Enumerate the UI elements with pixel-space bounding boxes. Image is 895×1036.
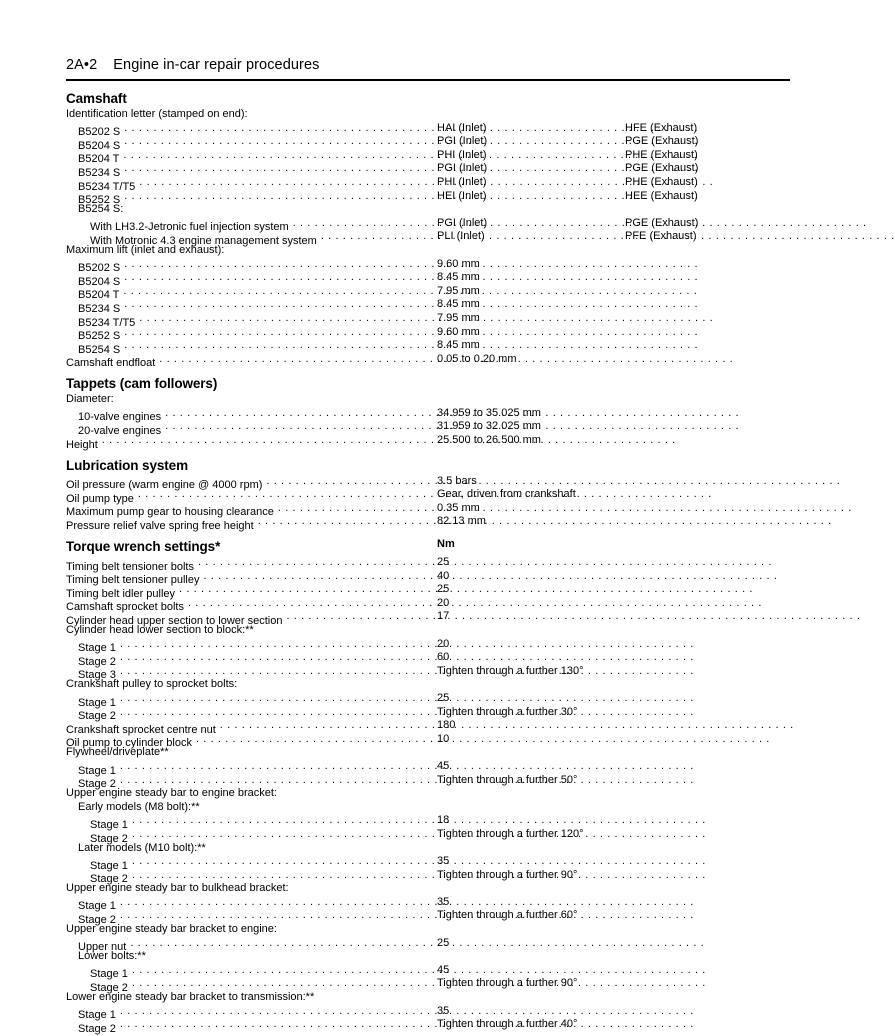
spec-value: Tighten through a further 50° (437, 773, 578, 786)
spec-group-row (66, 801, 790, 815)
spec-row (66, 515, 790, 533)
dot-leader (124, 339, 432, 353)
spec-value-secondary: PFE (Exhaust) (625, 230, 697, 243)
spec-label: B5204 S (78, 139, 121, 152)
spec-row (66, 1004, 790, 1022)
spec-row (66, 868, 790, 886)
spec-label: Identification letter (stamped on end): (66, 108, 248, 120)
spec-row (66, 719, 790, 736)
spec-label-cell (66, 787, 281, 801)
spec-group-row (66, 108, 790, 122)
spec-label: With Motronic 4.3 engine management system (90, 234, 317, 247)
spec-label-cell (66, 678, 241, 692)
dot-leader (198, 556, 432, 570)
dot-leader (120, 774, 432, 788)
dot-leader (120, 760, 432, 774)
dot-leader (266, 475, 432, 489)
spec-label: Cylinder head lower section to block:** (66, 624, 254, 636)
spec-value: PLI (Inlet) (437, 230, 485, 243)
spec-row (66, 298, 790, 315)
spec-row-group (66, 556, 790, 1035)
spec-value: 25 (437, 583, 450, 596)
spec-value-secondary: PHE (Exhaust) (625, 175, 698, 188)
spec-label: B5204 T (78, 153, 120, 166)
spec-label: B5252 S (78, 330, 121, 343)
spec-row (66, 664, 790, 682)
spec-label: Stage 1 (78, 642, 116, 655)
spec-group-row (66, 244, 790, 258)
spec-label: B5254 S (78, 343, 121, 356)
spec-label: Stage 2 (90, 832, 128, 845)
spec-row (66, 121, 790, 139)
spec-value: Tighten through a further 30° (437, 705, 578, 718)
spec-label: 20-valve engines (78, 425, 162, 438)
spec-label: B5234 S (78, 166, 121, 179)
spec-value: Tighten through a further 90° (437, 868, 578, 881)
spec-label: Cylinder head upper section to lower section (66, 615, 283, 627)
dot-leader (293, 217, 432, 231)
dot-leader (124, 162, 432, 176)
spec-group-row (66, 203, 790, 217)
spec-label: B5254 S: (78, 203, 124, 216)
dot-leader (124, 298, 432, 312)
spec-row (66, 325, 790, 343)
spec-label: Lower engine steady bar bracket to transmission:** (66, 991, 315, 1004)
spec-group-row (66, 991, 790, 1005)
spec-value: 0.05 to 0.20 mm (437, 352, 517, 365)
section-tappets (66, 375, 790, 451)
spec-value-secondary: PGE (Exhaust) (625, 135, 699, 148)
dot-leader (120, 638, 432, 652)
spec-row (66, 773, 790, 791)
spec-value: 0.35 mm (437, 501, 480, 514)
spec-value: HAI (Inlet) (437, 121, 487, 134)
spec-label: Lower bolts:** (78, 950, 146, 963)
dot-leader (278, 502, 432, 516)
dot-leader (124, 271, 432, 285)
dot-leader (120, 1005, 432, 1019)
spec-row (66, 610, 790, 627)
section-camshaft (66, 90, 790, 370)
spec-value: PGI (Inlet) (437, 135, 488, 148)
spec-row (66, 352, 790, 370)
spec-value: 25 (437, 556, 450, 569)
section-heading: Torque wrench settings* (66, 539, 221, 555)
spec-row (66, 556, 790, 573)
dot-leader (188, 597, 432, 611)
section-heading: Lubrication system (66, 457, 188, 473)
spec-value: 25 (437, 936, 450, 949)
spec-value: 35 (437, 895, 450, 908)
spec-label-cell (66, 353, 432, 371)
spec-row (66, 583, 790, 600)
spec-row (66, 936, 790, 954)
spec-label-cell (78, 801, 204, 815)
spec-value: 31.959 to 32.025 mm (437, 420, 541, 433)
spec-label: B5204 S (78, 275, 121, 288)
spec-value: Tighten through a further 60° (437, 909, 578, 922)
spec-value: 34.959 to 35.025 mm (437, 406, 541, 419)
spec-value: 40 (437, 569, 450, 582)
dot-leader (132, 977, 432, 991)
spec-row (66, 230, 790, 247)
dot-leader (120, 665, 432, 679)
spec-label: Crankshaft sprocket centre nut (66, 723, 216, 736)
dot-leader (132, 869, 432, 883)
spec-row (66, 814, 790, 831)
spec-label: Upper nut (78, 941, 127, 954)
spec-value: 9.60 mm (437, 257, 480, 270)
spec-row (66, 909, 790, 927)
spec-label-cell (78, 203, 127, 217)
spec-value: 60 (437, 651, 450, 664)
spec-label: Oil pump to cylinder block (66, 737, 192, 750)
dot-leader (258, 515, 432, 529)
spec-row (66, 420, 790, 438)
spec-label: B5234 T/T5 (78, 180, 136, 193)
spec-label-cell (66, 515, 432, 533)
dot-leader (139, 312, 432, 326)
spec-row-group (66, 108, 790, 370)
dot-leader (132, 855, 432, 869)
spec-label: Maximum pump gear to housing clearance (66, 506, 274, 519)
spec-group-row (66, 393, 790, 407)
dot-leader (124, 122, 432, 136)
spec-label: B5252 S (78, 194, 121, 207)
spec-label: Camshaft sprocket bolts (66, 601, 184, 614)
spec-row (66, 311, 790, 329)
spec-value-secondary: HFE (Exhaust) (625, 121, 698, 134)
spec-row (66, 855, 790, 872)
spec-row (66, 637, 790, 655)
spec-value: PGI (Inlet) (437, 162, 488, 175)
spec-label: Diameter: (66, 393, 114, 406)
dot-leader (132, 964, 432, 978)
spec-label: Later models (M10 bolt):** (78, 841, 206, 854)
spec-label: Timing belt tensioner bolts (66, 560, 194, 573)
spec-label-cell (66, 244, 228, 258)
spec-row (66, 406, 790, 424)
spec-row (66, 434, 790, 451)
dot-leader (102, 434, 432, 448)
spec-label: B5202 S (78, 126, 121, 139)
spec-group-row (66, 842, 790, 856)
spec-label: Stage 2 (78, 914, 116, 927)
spec-row-group (66, 474, 790, 533)
spec-label: Stage 2 (78, 1022, 116, 1035)
running-head (66, 57, 320, 73)
spec-value: 7.95 mm (437, 284, 480, 297)
spec-value: 8.45 mm (437, 339, 480, 352)
dot-leader (120, 706, 432, 720)
spec-label: Oil pressure (warm engine @ 4000 rpm) (66, 479, 263, 492)
spec-label: Stage 1 (90, 859, 128, 872)
spec-row (66, 162, 790, 179)
spec-row (66, 691, 790, 709)
spec-row (66, 216, 790, 234)
spec-label: 10-valve engines (78, 411, 162, 424)
dot-leader (286, 610, 432, 624)
spec-label: Crankshaft pulley to sprocket bolts: (66, 678, 238, 691)
spec-row (66, 569, 790, 587)
spec-value: 180 (437, 719, 456, 732)
spec-label-cell (66, 882, 293, 896)
spec-row (66, 1018, 790, 1035)
spec-label: Oil pump type (66, 492, 134, 505)
spec-label-cell (78, 842, 210, 856)
spec-label-cell (66, 393, 118, 407)
spec-row (66, 895, 790, 913)
spec-value: PHI (Inlet) (437, 175, 487, 188)
dot-leader (132, 828, 432, 842)
spec-value: Tighten through a further 40° (437, 1018, 578, 1031)
spec-row (66, 705, 790, 723)
spec-label-cell (66, 746, 173, 760)
spec-row (66, 339, 790, 356)
spec-value: 8.45 mm (437, 271, 480, 284)
spec-label-cell (66, 923, 281, 937)
spec-value: 82.13 mm (437, 515, 486, 528)
spec-row (66, 135, 790, 152)
spec-value: 45 (437, 759, 450, 772)
spec-group-row (66, 787, 790, 801)
dot-leader (124, 135, 432, 149)
spec-label: Upper engine steady bar to bulkhead bracket: (66, 882, 289, 895)
spec-label: Stage 1 (90, 968, 128, 981)
spec-value: 25.500 to 26.500 mm (437, 434, 541, 447)
spec-value: Tighten through a further 130° (437, 664, 584, 677)
spec-label: Stage 2 (78, 710, 116, 723)
spec-label: B5204 T (78, 289, 120, 302)
dot-leader (123, 285, 432, 299)
dot-leader (159, 353, 432, 367)
spec-value: 8.45 mm (437, 298, 480, 311)
spec-label: B5202 S (78, 262, 121, 275)
dot-leader (124, 190, 432, 204)
spec-row (66, 271, 790, 288)
spec-row (66, 963, 790, 981)
dot-leader (120, 1018, 432, 1032)
spec-value: 18 (437, 814, 450, 827)
spec-row (66, 651, 790, 668)
spec-label: Timing belt idler pulley (66, 587, 176, 600)
spec-label-cell (78, 950, 150, 964)
dot-leader (220, 719, 432, 733)
spec-label: Pressure relief valve spring free height (66, 520, 254, 533)
spec-value: 20 (437, 596, 450, 609)
spec-label: Stage 2 (78, 778, 116, 791)
spec-label: Stage 2 (78, 655, 116, 668)
spec-value-secondary: PHE (Exhaust) (625, 148, 698, 161)
spec-value: 45 (437, 963, 450, 976)
page-folio: 2A•2 (66, 57, 98, 73)
dot-leader (179, 583, 432, 597)
spec-label: Stage 1 (78, 900, 116, 913)
spec-content (66, 90, 790, 1035)
spec-value-secondary: PGE (Exhaust) (625, 216, 699, 229)
spec-label-cell (66, 108, 252, 122)
spec-row (66, 175, 790, 193)
spec-row (66, 977, 790, 995)
section-lubrication (66, 457, 790, 533)
spec-label: Stage 1 (78, 1009, 116, 1022)
dot-leader (124, 326, 432, 340)
dot-leader (139, 176, 432, 190)
spec-label: Stage 2 (90, 982, 128, 995)
section-heading: Tappets (cam followers) (66, 376, 218, 392)
chapter-title: Engine in-car repair procedures (113, 57, 320, 73)
spec-row (66, 257, 790, 275)
section-heading: Camshaft (66, 91, 127, 106)
dot-leader (204, 570, 433, 584)
spec-row (66, 827, 790, 845)
spec-row (66, 284, 790, 302)
spec-label: Upper engine steady bar bracket to engine: (66, 923, 277, 936)
spec-value: 3.5 bars (437, 474, 477, 487)
spec-value: PHI (Inlet) (437, 148, 487, 161)
spec-value: HEI (Inlet) (437, 189, 487, 202)
spec-value: Tighten through a further 120° (437, 827, 584, 840)
spec-label-cell (66, 991, 318, 1005)
spec-group-row (66, 746, 790, 760)
spec-label: Stage 2 (90, 873, 128, 886)
spec-label: B5234 T/T5 (78, 316, 136, 329)
dot-leader (165, 420, 432, 434)
spec-value: 20 (437, 637, 450, 650)
spec-label: Timing belt tensioner pulley (66, 574, 200, 587)
spec-value: 35 (437, 1004, 450, 1017)
spec-group-row (66, 923, 790, 937)
dot-leader (138, 488, 432, 502)
spec-label: Height (66, 438, 98, 451)
spec-label: Stage 1 (90, 818, 128, 831)
spec-row (66, 189, 790, 207)
dot-leader (120, 651, 432, 665)
dot-leader (120, 896, 432, 910)
spec-label: Maximum lift (inlet and exhaust): (66, 243, 225, 256)
spec-value: 10 (437, 732, 450, 745)
dot-leader (165, 407, 432, 421)
unit-column-header: Nm (437, 538, 455, 551)
spec-row-group (66, 393, 790, 451)
dot-leader (196, 733, 432, 747)
spec-label: Early models (M8 bolt):** (78, 800, 200, 813)
spec-value: 25 (437, 691, 450, 704)
dot-leader (120, 909, 432, 923)
spec-row (66, 148, 790, 166)
spec-value: 17 (437, 610, 450, 623)
spec-label-cell (66, 434, 432, 452)
spec-row (66, 596, 790, 614)
spec-label: Flywheel/driveplate** (66, 746, 169, 759)
spec-row (66, 474, 790, 492)
spec-group-row (66, 624, 790, 638)
spec-value: Gear, driven from crankshaft (437, 488, 576, 501)
spec-group-row (66, 950, 790, 964)
spec-group-row (66, 882, 790, 896)
dot-leader (120, 692, 432, 706)
dot-leader (132, 814, 432, 828)
spec-row (66, 732, 790, 750)
dot-leader (124, 258, 432, 272)
spec-label: With LH3.2-Jetronic fuel injection system (90, 221, 289, 234)
header-rule (66, 79, 790, 81)
spec-label: Stage 3 (78, 669, 116, 682)
spec-value-secondary: HEE (Exhaust) (625, 189, 698, 202)
dot-leader (123, 149, 432, 163)
spec-label: B5234 S (78, 302, 121, 315)
spec-value: 7.95 mm (437, 311, 480, 324)
spec-value: PGI (Inlet) (437, 216, 488, 229)
spec-label: Stage 1 (78, 764, 116, 777)
spec-label-cell (66, 624, 258, 638)
spec-value: Tighten through a further 90° (437, 977, 578, 990)
spec-label: Camshaft endfloat (66, 357, 156, 370)
spec-value-secondary: PGE (Exhaust) (625, 162, 699, 175)
spec-row (66, 759, 790, 777)
spec-group-row (66, 678, 790, 692)
dot-leader (321, 230, 432, 244)
dot-leader (130, 937, 432, 951)
section-torque (66, 538, 790, 1035)
spec-value: 9.60 mm (437, 325, 480, 338)
spec-label-cell (78, 1018, 432, 1036)
spec-label: Stage 1 (78, 696, 116, 709)
spec-row (66, 488, 790, 505)
spec-label: Upper engine steady bar to engine bracket: (66, 787, 277, 800)
spec-value: 35 (437, 855, 450, 868)
spec-row (66, 501, 790, 519)
